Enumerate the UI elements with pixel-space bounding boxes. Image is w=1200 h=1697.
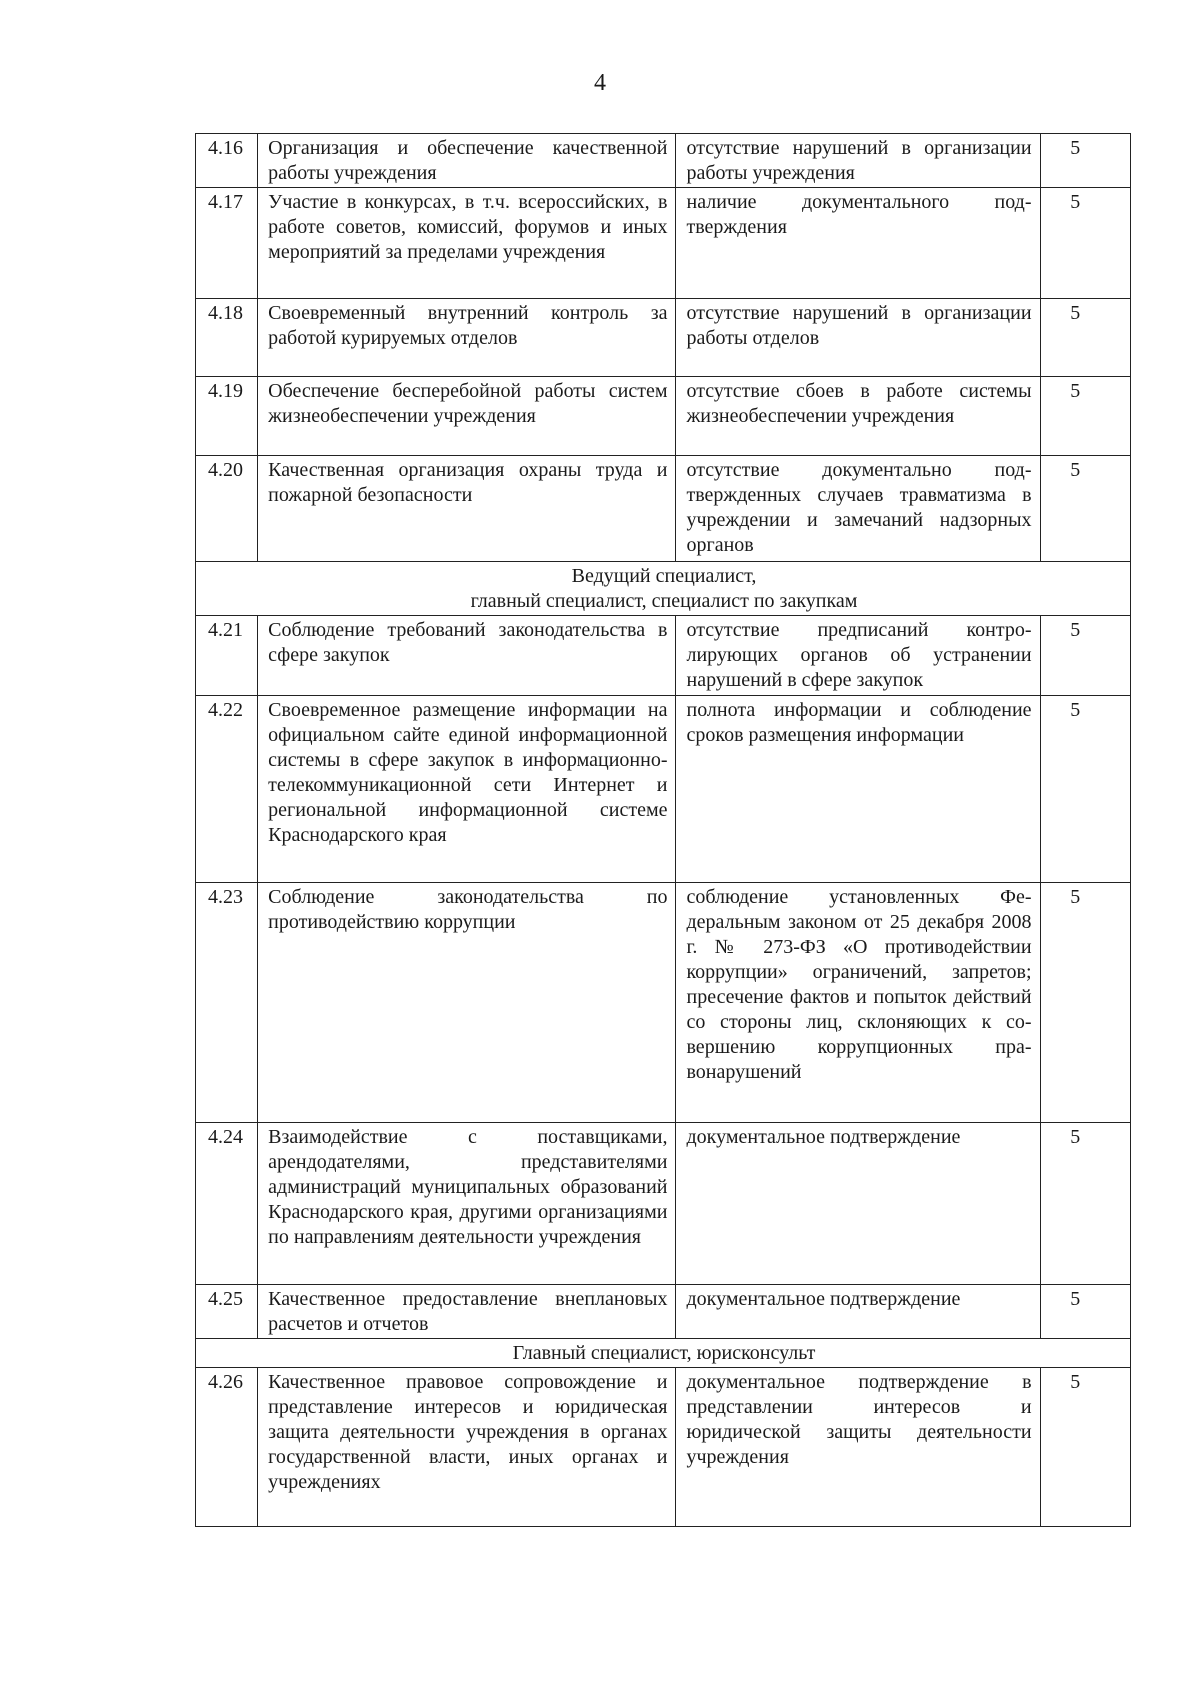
indicator-score: 5 <box>1040 299 1130 377</box>
indicator-criterion: наличие документального подтверждения <box>676 188 1040 299</box>
indicators-table <box>195 133 1131 1527</box>
indicator-score: 5 <box>1040 456 1130 562</box>
indicator-score: 5 <box>1040 377 1130 456</box>
indicator-score: 5 <box>1040 883 1130 1123</box>
indicator-criterion: отсутствие сбоев в работе системы жизнеобеспечении учреждения <box>676 377 1040 456</box>
section-header-row <box>196 1339 1131 1368</box>
indicator-score: 5 <box>1040 1368 1130 1527</box>
section-header-line: главный специалист, специалист по закупкам <box>470 590 858 612</box>
row-number: 4.17 <box>196 188 258 299</box>
table-row <box>196 696 1131 883</box>
table-row <box>196 1368 1131 1527</box>
indicator-name: Качественное предоставление внеплановых расчетов и отчетов <box>258 1285 676 1339</box>
indicator-name: Соблюдение требований законодательства в сфере закупок <box>258 616 676 696</box>
table-row <box>196 1285 1131 1339</box>
page-number: 4 <box>594 70 606 96</box>
row-number: 4.19 <box>196 377 258 456</box>
row-number: 4.26 <box>196 1368 258 1527</box>
table-row <box>196 299 1131 377</box>
table-row <box>196 1123 1131 1285</box>
section-header-row <box>196 562 1131 616</box>
indicator-score: 5 <box>1040 696 1130 883</box>
indicator-criterion: документальное подтверждение в представлении интересов и юридической защиты деятельности учреждения <box>676 1368 1040 1527</box>
section-header <box>196 562 1131 616</box>
row-number: 4.23 <box>196 883 258 1123</box>
row-number: 4.18 <box>196 299 258 377</box>
row-number: 4.21 <box>196 616 258 696</box>
indicator-name: Соблюдение законодательства по противодействию коррупции <box>258 883 676 1123</box>
table-row <box>196 134 1131 188</box>
indicator-name: Качественное правовое сопровождение и представление интересов и юридическая защита деятельности учреждения в органах государственной власти, иных органах и учреждениях <box>258 1368 676 1527</box>
indicator-score: 5 <box>1040 616 1130 696</box>
indicator-score: 5 <box>1040 134 1130 188</box>
table-row <box>196 883 1131 1123</box>
indicator-criterion: соблюдение установленных Федеральным законом от 25 декабря 2008 г. № 273-ФЗ «О противодействии коррупции» ограничений, запретов; пресечение фактов и попыток действий со стороны лиц, склоняющих к совершению коррупционных правонарушений <box>676 883 1040 1123</box>
table-row <box>196 456 1131 562</box>
indicator-criterion: отсутствие предписаний контролирующих органов об устранении нарушений в сфере закупок <box>676 616 1040 696</box>
indicator-score: 5 <box>1040 188 1130 299</box>
table-row <box>196 616 1131 696</box>
indicator-name: Организация и обеспечение качественной работы учреждения <box>258 134 676 188</box>
indicator-name: Своевременный внутренний контроль за работой курируемых отделов <box>258 299 676 377</box>
table-row <box>196 377 1131 456</box>
indicator-criterion: полнота информации и соблюдение сроков размещения информации <box>676 696 1040 883</box>
indicator-score: 5 <box>1040 1285 1130 1339</box>
indicator-name: Взаимодействие с поставщиками, арендодателями, представителями администраций муниципальных образований Краснодарского края, другими организациями по направлениям деятельности учреждения <box>258 1123 676 1285</box>
indicator-criterion: отсутствие нарушений в организации работы учреждения <box>676 134 1040 188</box>
section-header-line: Главный специалист, юрисконсульт <box>512 1342 816 1364</box>
indicator-name: Участие в конкурсах, в т.ч. всероссийских, в работе советов, комиссий, форумов и иных мероприятий за пределами учреждения <box>258 188 676 299</box>
row-number: 4.20 <box>196 456 258 562</box>
table-row <box>196 188 1131 299</box>
row-number: 4.16 <box>196 134 258 188</box>
section-header <box>196 1339 1131 1368</box>
indicator-criterion: документальное подтверждение <box>676 1123 1040 1285</box>
indicator-criterion: документальное подтверждение <box>676 1285 1040 1339</box>
indicator-score: 5 <box>1040 1123 1130 1285</box>
indicator-criterion: отсутствие нарушений в организации работы отделов <box>676 299 1040 377</box>
section-header-line: Ведущий специалист, <box>571 565 757 587</box>
row-number: 4.22 <box>196 696 258 883</box>
indicator-criterion: отсутствие документально подтвержденных случаев травматизма в учреждении и замечаний надзорных органов <box>676 456 1040 562</box>
indicator-name: Своевременное размещение информации на официальном сайте единой информационной системы в сфере закупок в информационно-телекоммуникационной сети Интернет и региональной информационной системе Краснодарского края <box>258 696 676 883</box>
row-number: 4.24 <box>196 1123 258 1285</box>
indicator-name: Обеспечение бесперебойной работы систем жизнеобеспечении учреждения <box>258 377 676 456</box>
row-number: 4.25 <box>196 1285 258 1339</box>
indicator-name: Качественная организация охраны труда и пожарной безопасности <box>258 456 676 562</box>
